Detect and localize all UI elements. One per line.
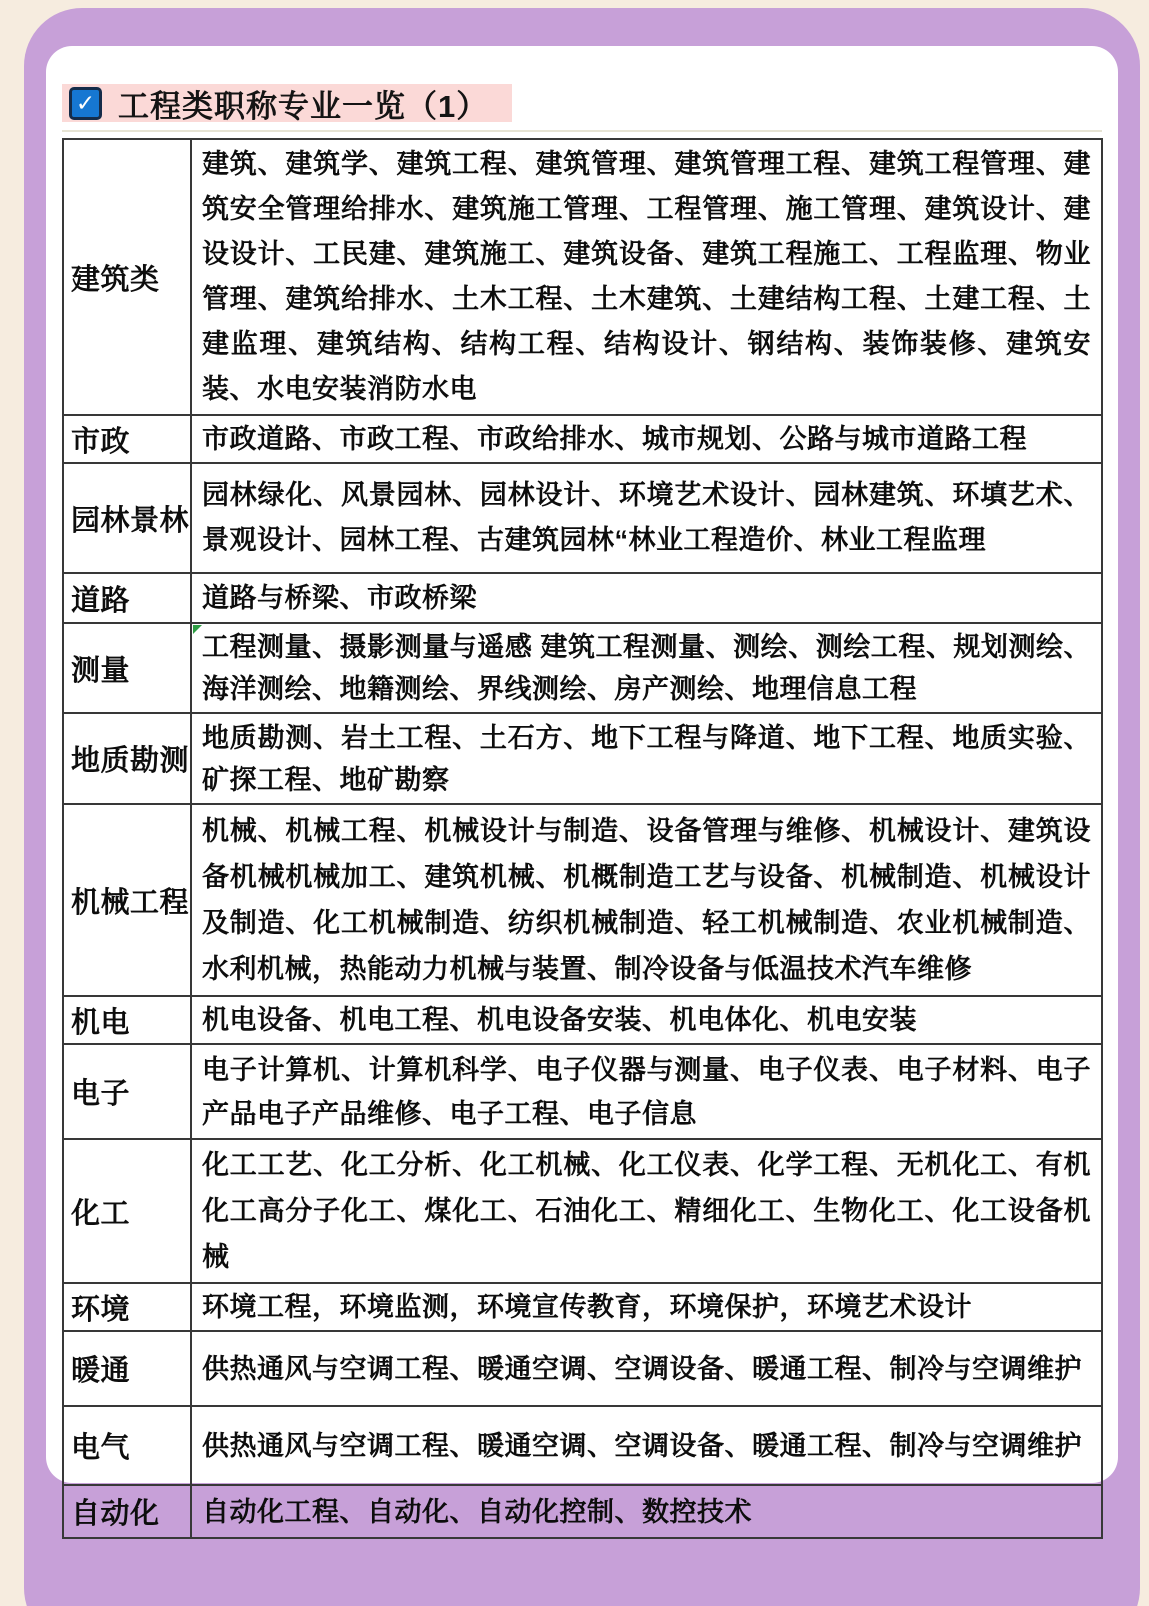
majors-text: 环境工程，环境监测，环境宣传教育，环境保护，环境艺术设计 — [202, 1292, 972, 1322]
content-card — [46, 46, 1118, 1530]
majors-text: 化工工艺、化工分析、化工机械、化工仪表、化学工程、无机化工、有机化工高分子化工、煤化工、石油化工、精细化工、生物化工、化工设备机械 — [202, 1150, 1091, 1272]
table-row — [63, 1283, 1102, 1331]
table-row — [63, 139, 1102, 415]
category-cell: 道路 — [63, 573, 191, 623]
majors-text: 自动化工程、自动化、自动化控制、数控技术 — [202, 1496, 752, 1527]
majors-text: 电子计算机、计算机科学、电子仪器与测量、电子仪表、电子材料、电子产品电子产品维修、电子工程、电子信息 — [202, 1054, 1091, 1129]
majors-cell — [191, 1139, 1102, 1283]
majors-text: 供热通风与空调工程、暖通空调、空调设备、暖通工程、制冷与空调维护 — [202, 1430, 1082, 1461]
majors-text: 供热通风与空调工程、暖通空调、空调设备、暖通工程、制冷与空调维护 — [202, 1353, 1082, 1384]
category-cell: 暖通 — [63, 1331, 191, 1406]
table-row — [63, 1406, 1102, 1485]
category-cell: 机械工程 — [63, 804, 191, 996]
majors-cell — [191, 415, 1102, 463]
majors-text: 机电设备、机电工程、机电设备安装、机电体化、机电安装 — [202, 1005, 917, 1035]
table-row — [63, 996, 1102, 1044]
majors-cell — [191, 139, 1102, 415]
majors-text: 地质勘测、岩土工程、土石方、地下工程与降道、地下工程、地质实验、矿探工程、地矿勘察 — [202, 722, 1091, 795]
table-row — [63, 713, 1102, 804]
table-row — [63, 1044, 1102, 1139]
category-cell: 自动化 — [63, 1485, 191, 1538]
comment-marker-icon — [193, 625, 202, 634]
page-title-highlight — [62, 84, 512, 122]
purple-frame — [24, 8, 1140, 1606]
gridline-divider — [62, 130, 1102, 132]
category-cell: 测量 — [63, 623, 191, 713]
majors-cell — [191, 1283, 1102, 1331]
majors-table — [62, 138, 1103, 1539]
majors-cell — [191, 573, 1102, 623]
majors-cell — [191, 996, 1102, 1044]
majors-cell — [191, 623, 1102, 713]
category-cell: 电气 — [63, 1406, 191, 1485]
category-cell: 机电 — [63, 996, 191, 1044]
table-row — [63, 415, 1102, 463]
majors-text: 工程测量、摄影测量与遥感 建筑工程测量、测绘、测绘工程、规划测绘、海洋测绘、地籍测绘、界线测绘、房产测绘、地理信息工程 — [202, 632, 1091, 704]
majors-cell — [191, 1044, 1102, 1139]
table-row — [63, 804, 1102, 996]
table-row — [63, 1485, 1102, 1538]
majors-text: 机械、机械工程、机械设计与制造、设备管理与维修、机械设计、建筑设备机械机械加工、建筑机械、机概制造工艺与设备、机械制造、机械设计及制造、化工机械制造、纺织机械制造、轻工机械制造、农业机械制造、水利机械，热能动力机械与装置、制冷设备与低温技术汽车维修 — [202, 816, 1091, 984]
title-row — [62, 84, 1102, 122]
majors-text: 建筑、建筑学、建筑工程、建筑管理、建筑管理工程、建筑工程管理、建筑安全管理给排水、建筑施工管理、工程管理、施工管理、建筑设计、建设设计、工民建、建筑施工、建筑设备、建筑工程施工、工程监理、物业管理、建筑给排水、土木工程、土木建筑、土建结构工程、土建工程、土建监理、建筑结构、结构工程、结构设计、钢结构、装饰装修、建筑安装、水电安装消防水电 — [202, 149, 1091, 404]
category-cell: 化工 — [63, 1139, 191, 1283]
majors-text: 园林绿化、风景园林、园林设计、环境艺术设计、园林建筑、环填艺术、景观设计、园林工程、古建筑园林“林业工程造价、林业工程监理 — [202, 480, 1091, 555]
majors-cell — [191, 804, 1102, 996]
category-cell: 环境 — [63, 1283, 191, 1331]
majors-cell — [191, 463, 1102, 573]
category-cell: 地质勘测 — [63, 713, 191, 804]
checkbox-icon: ✓ — [69, 87, 102, 120]
category-cell: 电子 — [63, 1044, 191, 1139]
category-cell: 市政 — [63, 415, 191, 463]
page-title: 工程类职称专业一览（1） — [118, 88, 489, 124]
majors-text: 道路与桥梁、市政桥梁 — [202, 583, 477, 613]
table-row — [63, 1331, 1102, 1406]
majors-text: 市政道路、市政工程、市政给排水、城市规划、公路与城市道路工程 — [202, 424, 1027, 454]
majors-cell — [191, 1331, 1102, 1406]
category-cell: 建筑类 — [63, 139, 191, 415]
table-row — [63, 1139, 1102, 1283]
table-row — [63, 623, 1102, 713]
majors-cell — [191, 713, 1102, 804]
table-row — [63, 463, 1102, 573]
table-row — [63, 573, 1102, 623]
category-cell: 园林景林 — [63, 463, 191, 573]
majors-cell — [191, 1485, 1102, 1538]
majors-cell — [191, 1406, 1102, 1485]
